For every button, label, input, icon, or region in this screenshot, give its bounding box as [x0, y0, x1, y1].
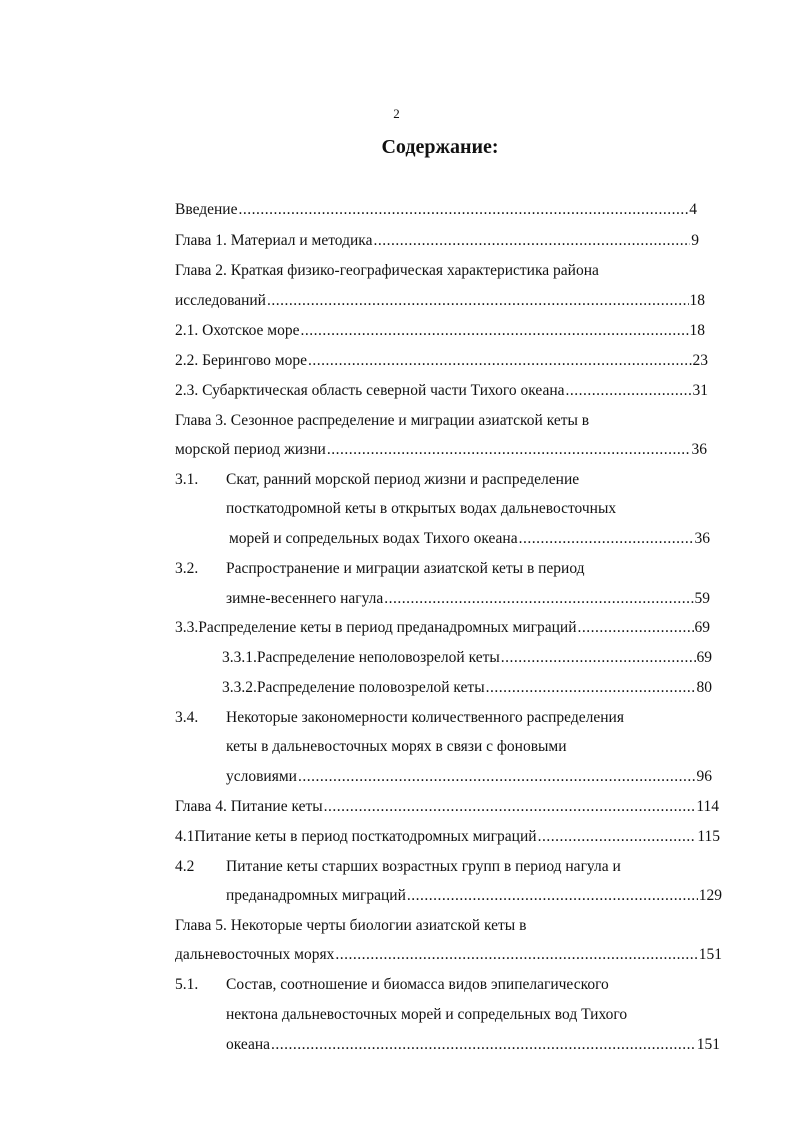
toc-text: Распространение и миграции азиатской кеты в период: [226, 560, 585, 577]
toc-text: преданадромных миграций: [226, 887, 406, 904]
toc-page: 96: [696, 768, 712, 785]
toc-leader: [271, 1034, 696, 1056]
toc-page: 4: [689, 201, 697, 218]
toc-entry-chapter-5-line2[interactable]: [175, 944, 722, 966]
toc-number: 3.2.: [175, 560, 199, 577]
toc-text: Глава 2. Краткая физико-географическая характеристика района: [175, 262, 599, 279]
toc-text: Питание кеты в период посткатодромных миграций: [194, 828, 537, 845]
toc-text: дальневосточных морях: [175, 946, 335, 963]
page-number: 2: [393, 106, 400, 121]
toc-text: Распределение неполовозрелой кеты: [256, 649, 500, 666]
toc-entry-3-1-line3[interactable]: [229, 528, 710, 550]
toc-text: Некоторые закономерности количественного распределения: [226, 709, 624, 726]
toc-page: 59: [694, 590, 710, 607]
toc-entry-3-2-line1[interactable]: [175, 558, 655, 580]
toc-number: 3.3.2.: [222, 679, 257, 696]
toc-page: 129: [698, 887, 722, 904]
toc-page: 69: [696, 649, 712, 666]
toc-leader: [327, 439, 691, 461]
toc-entry-5-1-line1[interactable]: [175, 974, 675, 996]
toc-number: 4.1: [175, 828, 195, 845]
toc-page: 18: [689, 292, 705, 309]
toc-text: Распределение кеты в период преданадромных миграций: [198, 619, 577, 636]
toc-entry-intro[interactable]: [175, 199, 697, 221]
toc-number: 3.3.1.: [222, 649, 257, 666]
toc-leader: [267, 290, 689, 312]
toc-entry-chapter-3-line2[interactable]: [175, 439, 707, 461]
toc-leader: [373, 230, 690, 252]
toc-entry-2-2[interactable]: [175, 350, 708, 372]
toc-entry-3-4-line3[interactable]: [226, 766, 712, 788]
toc-text: Распределение половозрелой кеты: [256, 679, 485, 696]
toc-entry-chapter-4[interactable]: [175, 796, 719, 818]
toc-text: Состав, соотношение и биомасса видов эпипелагического: [226, 976, 609, 993]
toc-number: 3.1.: [175, 471, 199, 488]
toc-leader: [578, 617, 694, 639]
toc-page: 80: [696, 679, 712, 696]
toc-entry-chapter-5-line1[interactable]: [175, 915, 675, 937]
toc-text: 2.2. Берингово море: [175, 352, 307, 369]
toc-number: 3.3.: [175, 619, 199, 636]
toc-entry-3-2-line2[interactable]: [226, 588, 710, 610]
toc-page: 36: [694, 530, 710, 547]
toc-leader: [501, 647, 696, 669]
toc-text: исследований: [175, 292, 266, 309]
toc-entry-3-4-line1[interactable]: [175, 707, 675, 729]
toc-entry-5-1-line2[interactable]: [226, 1004, 696, 1026]
toc-entry-3-3-2[interactable]: [222, 677, 712, 699]
toc-text: морской период жизни: [175, 441, 326, 458]
toc-text: посткатодромной кеты в открытых водах дальневосточных: [226, 500, 617, 517]
toc-leader: [519, 528, 694, 550]
toc-text: условиями: [226, 768, 297, 785]
toc-text: Скат, ранний морской период жизни и распределение: [226, 471, 580, 488]
toc-text: Введение: [175, 201, 238, 218]
toc-text: морей и сопредельных водах Тихого океана: [229, 530, 518, 547]
toc-entry-2-1[interactable]: [175, 320, 705, 342]
toc-text: зимне-весеннего нагула: [226, 590, 384, 607]
toc-leader: [407, 885, 698, 907]
toc-text: 2.1. Охотское море: [175, 322, 300, 339]
toc-leader: [384, 588, 693, 610]
page-title: Содержание:: [381, 136, 499, 158]
toc-text: Глава 5. Некоторые черты биологии азиатской кеты в: [175, 917, 527, 934]
toc-text: Глава 1. Материал и методика: [175, 232, 373, 249]
toc-page: 23: [692, 352, 708, 369]
toc-page: 151: [696, 1036, 720, 1053]
toc-leader: [324, 796, 696, 818]
toc-entry-4-2-line2[interactable]: [226, 885, 722, 907]
toc-leader: [538, 826, 697, 848]
toc-page: 115: [697, 828, 720, 845]
toc-entry-3-3[interactable]: [175, 617, 710, 639]
toc-page: 9: [691, 232, 699, 249]
toc-page: 18: [689, 322, 705, 339]
toc-number: 3.4.: [175, 709, 199, 726]
toc-page: 114: [696, 798, 719, 815]
toc-text: кеты в дальневосточных морях в связи с фоновыми: [226, 738, 567, 755]
toc-entry-chapter-2-line1[interactable]: [175, 260, 675, 282]
toc-entry-chapter-2-line2[interactable]: [175, 290, 705, 312]
toc-entry-3-3-1[interactable]: [222, 647, 712, 669]
toc-number: 4.2: [175, 858, 195, 875]
toc-entry-chapter-3-line1[interactable]: [175, 410, 675, 432]
toc-page: 36: [691, 441, 707, 458]
toc-entry-4-2-line1[interactable]: [175, 856, 675, 878]
toc-text: 2.3. Субарктическая область северной части Тихого океана: [175, 382, 565, 399]
toc-entry-3-1-line2[interactable]: [226, 498, 706, 520]
toc-text: Питание кеты старших возрастных групп в период нагула и: [226, 858, 621, 875]
toc-text: Глава 4. Питание кеты: [175, 798, 323, 815]
toc-text: Глава 3. Сезонное распределение и миграции азиатской кеты в: [175, 412, 590, 429]
toc-leader: [308, 350, 692, 372]
toc-leader: [335, 944, 697, 966]
toc-text: океана: [226, 1036, 271, 1053]
toc-page: 31: [692, 382, 708, 399]
toc-leader: [301, 320, 689, 342]
toc-entry-5-1-line3[interactable]: [226, 1034, 720, 1056]
toc-leader: [566, 380, 692, 402]
toc-entry-3-1-line1[interactable]: [175, 469, 675, 491]
toc-entry-3-4-line2[interactable]: [226, 736, 686, 758]
toc-leader: [238, 199, 688, 221]
toc-entry-chapter-1[interactable]: [175, 230, 699, 252]
toc-leader: [298, 766, 696, 788]
toc-text: нектона дальневосточных морей и сопредельных вод Тихого: [226, 1006, 628, 1023]
toc-number: 5.1.: [175, 976, 199, 993]
toc-page: 69: [694, 619, 710, 636]
toc-page: 151: [698, 946, 722, 963]
toc-entry-2-3[interactable]: [175, 380, 708, 402]
toc-leader: [486, 677, 696, 699]
toc-entry-4-1[interactable]: [175, 826, 720, 848]
